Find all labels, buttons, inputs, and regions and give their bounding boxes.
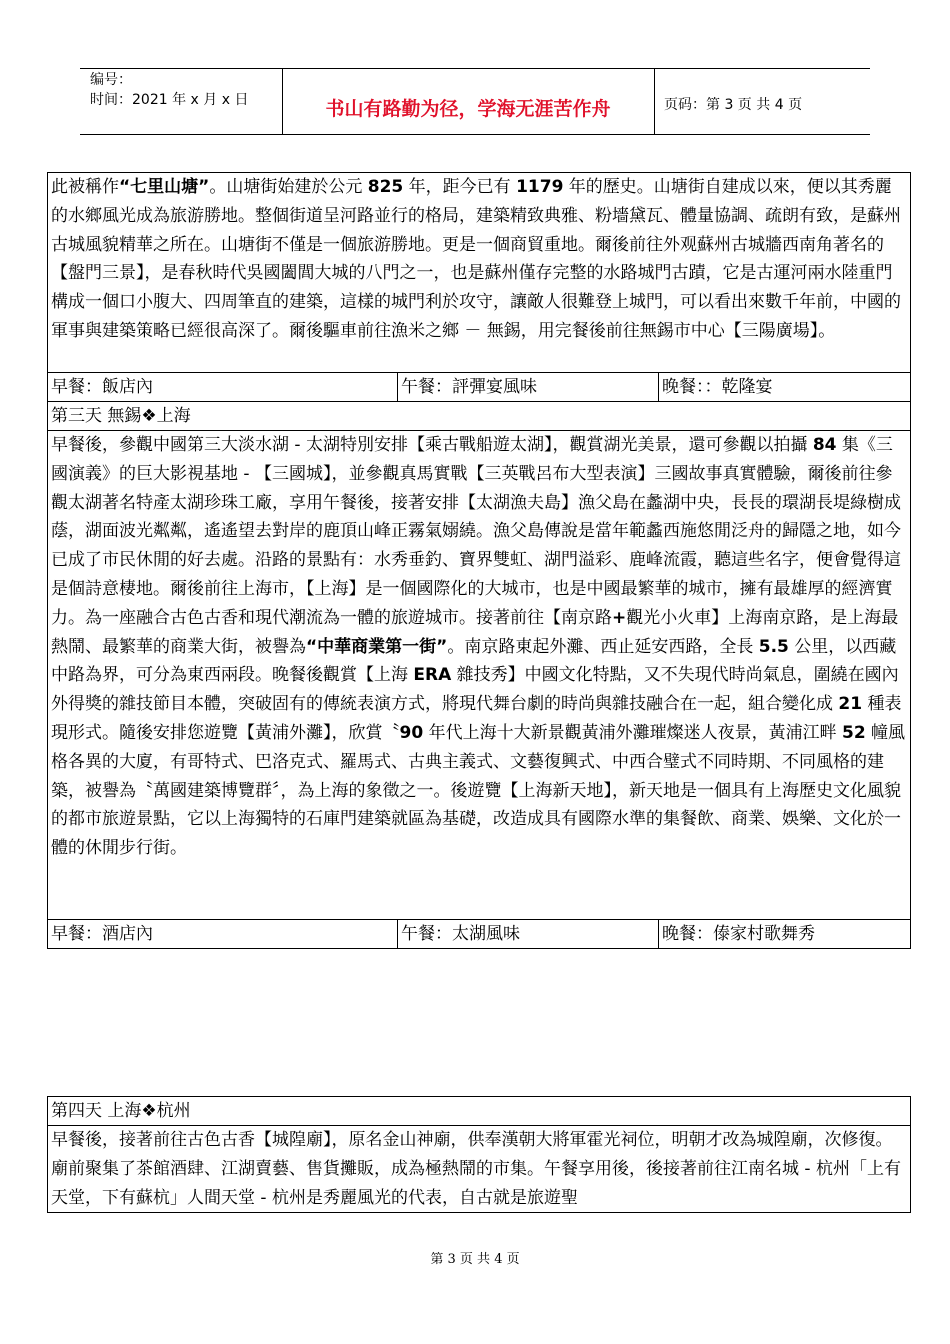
day3-title-row bbox=[48, 402, 911, 431]
day4-description bbox=[48, 1126, 911, 1213]
text-run: 集《三國演義》的巨大影視基地 - 【三國城】，並參觀真馬實戰【三英戰呂布大型表演】三國故事真實體驗，爾後前往參觀太湖著名特產太湖珍珠工廠，享用午餐後，接著安排【太湖漁夫島】漁父島在蠡湖中央，長長的環湖長堤綠樹成蔭，湖面波光粼粼，遙遙望去對岸的鹿頂山峰正霧氣嫋繞。漁父島傳說是當年範蠡西施悠閒泛舟的歸隱之地，如今已成了市民休閒的好去處。沿路的景點有：水秀垂釣、寶界雙虹、湖門溢彩、鹿峰流霞，聽這些名字，便會覺得這是個詩意棲地。爾後前往上海市，【上海】是一個國際化的大城市，也是中國最繁華的城市，擁有最雄厚的經濟實力。為一座融合古色古香和現代潮流為一體的旅遊城市。接著前往【南京路 bbox=[51, 435, 901, 628]
header-motto: 书山有路勤为径，学海无涯苦作舟 bbox=[325, 98, 611, 120]
day2-description bbox=[48, 173, 911, 373]
text-run: 早餐後，參觀中國第三大淡水湖 - 太湖特別安排【乘古戰船遊太湖】，觀賞湖光美景，還可參觀以拍攝 bbox=[51, 435, 813, 455]
day2-dinner: 晚餐：：乾隆宴 bbox=[659, 373, 911, 402]
day4-title-row bbox=[48, 1097, 911, 1126]
day2-lunch: 午餐：評彈宴風味 bbox=[398, 373, 659, 402]
text-run: 52 bbox=[841, 722, 866, 743]
day3-paragraph bbox=[51, 431, 907, 863]
day4-title: 第四天 上海❖杭州 bbox=[48, 1097, 911, 1126]
header-divider-right bbox=[654, 68, 655, 134]
text-run: 。南京路東起外灘、西止延安西路，全長 bbox=[447, 636, 759, 657]
day2-breakfast: 早餐：飯店內 bbox=[48, 373, 398, 402]
text-run: 雜技秀】中國文化特點，又不失現代時尚氣息，圍繞在國內外得獎的雜技節目本體，突破固有的傳統表演方式，將現代舞台劇的時尚與雜技融合在一起，組合變化成 bbox=[51, 665, 899, 715]
text-run: 早餐後，接著前往古色古香【城隍廟】，原名金山神廟，供奉漢朝大將軍霍光祠位，明朝才改為城隍廟，次修復。廟前聚集了茶館酒肆、江湖賣藝、售貨攤販，成為極熱鬧的市集。午餐享用後，後接著前往江南名城 - 杭州「上有天堂，下有蘇杭」人間天堂 - 杭州是秀麗風光的代表，自古就是旅遊聖 bbox=[51, 1130, 901, 1208]
text-run: 幢風格各異的大廈，有哥特式、巴洛克式、羅馬式、古典主義式、文藝復興式、中西合璧式不同時期、不同風格的建築，被譽為〝萬國建築博覽群〞，為上海的象徵之一。後遊覽【上海新天地】，新天地是一個具有上海歷史文化風貌的都市旅遊景點，它以上海獨特的石庫門建築就區為基礎，改造成具有國際水準的集餐飲、商業、娛樂、文化於一體的休閒步行街。 bbox=[51, 722, 906, 859]
text-run: 觀光小火車】上海南京路，是上海最熱鬧、最繁華的商業大街，被譽為 bbox=[51, 607, 899, 657]
page-footer: 第 3 页 共 4 页 bbox=[430, 1252, 520, 1267]
text-run: “七里山塘” bbox=[119, 177, 210, 197]
text-run: + bbox=[612, 607, 627, 628]
text-run: 公里，以西藏中路為界，可分為東西兩段。晚餐後觀賞【上海 bbox=[51, 636, 897, 686]
day3-description-row bbox=[48, 431, 911, 920]
itinerary-table-lower bbox=[47, 1096, 911, 1213]
document-number-label: 编号： bbox=[90, 72, 132, 88]
text-run: “中華商業第一街” bbox=[306, 636, 448, 657]
day4-description-row bbox=[48, 1126, 911, 1213]
text-run: 年的歷史。山塘街自建成以來，便以其秀麗的水鄉風光成為旅游勝地。整個街道呈河路並行的格局，建築精致典雅、粉墻黛瓦、體量協調、疏朗有致，是蘇州古城風貌精華之所在。山塘街不僅是一個旅游勝地。更是一個商貿重地。爾後前往外观蘇州古城牆西南角著名的【盤門三景】，是春秋時代吳國闔閭大城的八門之一，也是蘇州僅存完整的水路城門古蹟，它是古運河兩水陸重門構成一個口小腹大、四周筆直的建築，這樣的城門利於攻守，讓敵人很難登上城門，可以看出來數千年前，中國的軍事與建築策略已經很高深了。爾後驅車前往漁米之鄉 － 無錫，用完餐後前往無錫市中心【三陽廣場】。 bbox=[51, 177, 901, 341]
day3-dinner: 晚餐：傣家村歌舞秀 bbox=[659, 920, 911, 949]
text-run: 825 bbox=[367, 177, 404, 197]
day2-paragraph bbox=[51, 173, 907, 346]
text-run: 年代上海十大新景觀黃浦外灘璀燦迷人夜景，黃浦江畔 bbox=[423, 722, 842, 743]
text-run: ERA bbox=[413, 665, 452, 686]
text-run: 年，距今已有 bbox=[403, 177, 517, 197]
day3-breakfast: 早餐：酒店內 bbox=[48, 920, 398, 949]
text-run: 。山塘街始建於公元 bbox=[209, 177, 368, 197]
text-run: 5.5 bbox=[758, 636, 789, 657]
header-top-rule bbox=[80, 68, 870, 69]
document-date: 时间：2021 年 x 月 x 日 bbox=[90, 92, 249, 108]
text-run: 90 bbox=[399, 722, 424, 743]
header-page-code: 页码：第 3 页 共 4 页 bbox=[664, 97, 803, 113]
text-run: 種表現形式。隨後安排您遊覽【黃浦外灘】，欣賞〝 bbox=[51, 694, 902, 743]
day3-lunch: 午餐：太湖風味 bbox=[398, 920, 659, 949]
day3-description bbox=[48, 431, 911, 920]
text-run: 84 bbox=[812, 435, 837, 455]
itinerary-table-upper bbox=[47, 172, 911, 949]
text-run: 此被稱作 bbox=[51, 177, 119, 197]
header-bottom-rule bbox=[80, 134, 870, 135]
text-run: 21 bbox=[838, 694, 863, 715]
day2-description-row bbox=[48, 173, 911, 373]
day2-meals-row bbox=[48, 373, 911, 402]
day3-title: 第三天 無錫❖上海 bbox=[48, 402, 911, 431]
text-run: 1179 bbox=[516, 177, 564, 197]
header-meta bbox=[90, 70, 248, 110]
day3-meals-row bbox=[48, 920, 911, 949]
day4-paragraph bbox=[51, 1126, 907, 1212]
